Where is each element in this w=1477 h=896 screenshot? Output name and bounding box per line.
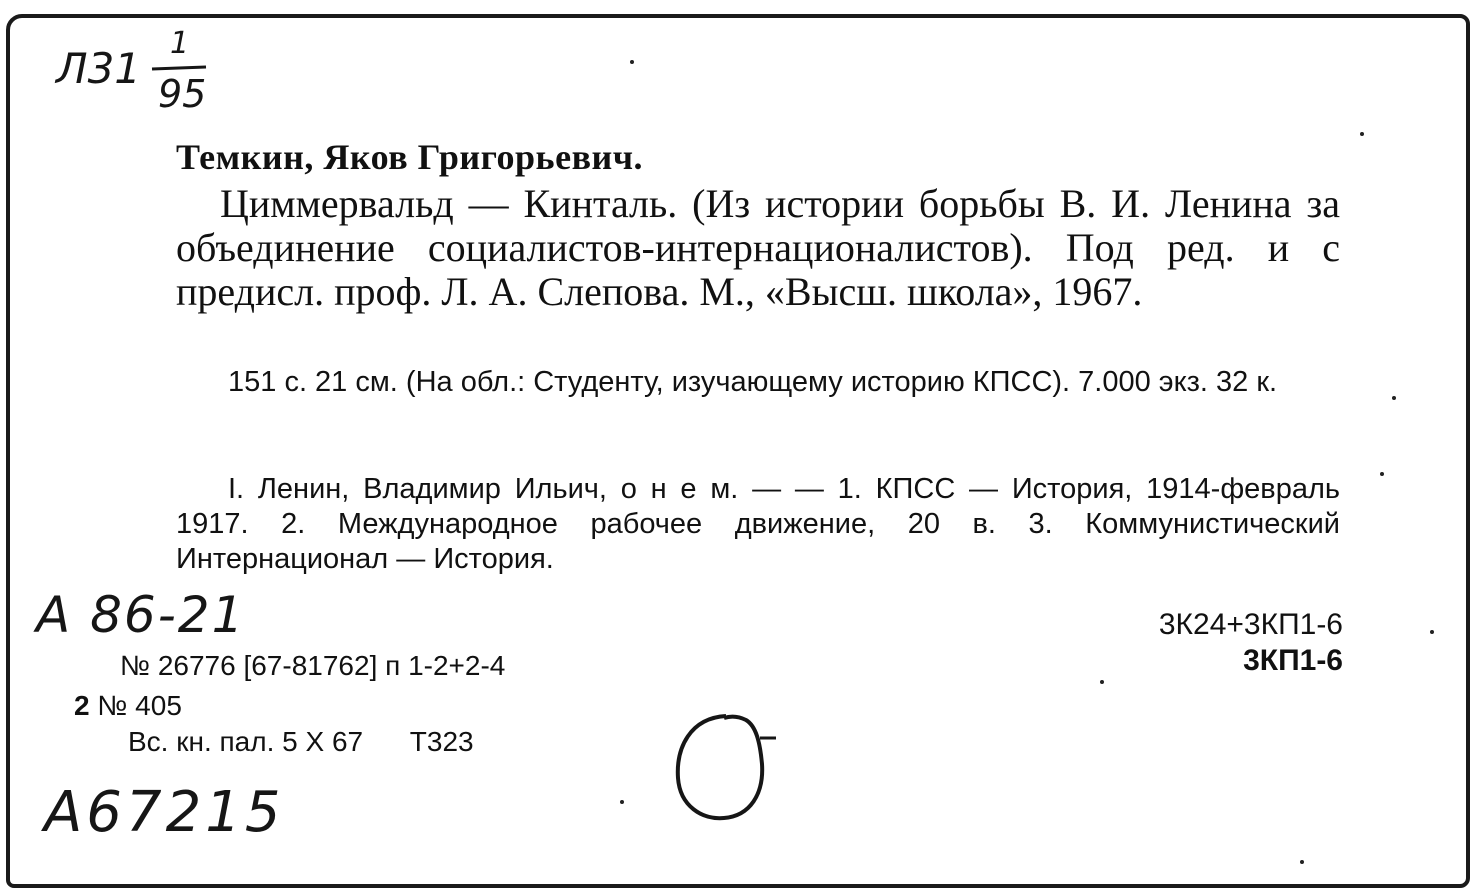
print-number-prefix: 2	[74, 690, 90, 721]
handwritten-inventory-number: А67215	[44, 780, 285, 845]
speck-mark	[1380, 472, 1384, 476]
title-imprint: Циммервальд — Кинталь. (Из истории борьбы В. И. Ленина за объединение социалистов-интернационалистов). Под ред. и с предисл. проф. Л. А. Слепова. М., «Высш. школа», 1967.	[176, 181, 1340, 314]
author-heading: Темкин, Яков Григорьевич.	[176, 137, 644, 177]
physical-description: 151 с. 21 см. (На обл.: Студенту, изучающему историю КПСС). 7.000 экз. 32 к.	[228, 366, 1278, 398]
speck-mark	[630, 60, 634, 64]
print-number-value: № 405	[97, 690, 182, 721]
speck-mark	[1392, 396, 1396, 400]
order-number: № 26776 [67-81762] п 1-2+2-4	[120, 650, 506, 681]
subject-headings: I. Ленин, Владимир Ильич, о н е м. — — 1. КПСС — История, 1914-февраль 1917. 2. Международное рабочее движение, 20 в. 3. Коммунистический Интернационал — История.	[176, 473, 1340, 575]
speck-mark	[1430, 630, 1434, 634]
punch-hole-mark	[668, 708, 788, 828]
print-number	[74, 690, 182, 722]
handwritten-call-number-numerator: 1	[170, 26, 190, 61]
handwritten-call-number-prefix: Л31	[56, 44, 142, 93]
paper-info: Вс. кн. пал. 5 X 67 Т323	[128, 726, 474, 757]
speck-mark	[1360, 132, 1364, 136]
classification-index-bold: 3КП1-6	[1243, 644, 1343, 677]
speck-mark	[1300, 860, 1304, 864]
speck-mark	[620, 800, 624, 804]
handwritten-accession-number: А 86-21	[36, 586, 246, 644]
handwritten-call-number-denominator: 95	[158, 72, 207, 116]
speck-mark	[1100, 680, 1104, 684]
classification-index: 3К24+3КП1-6	[1158, 608, 1343, 641]
